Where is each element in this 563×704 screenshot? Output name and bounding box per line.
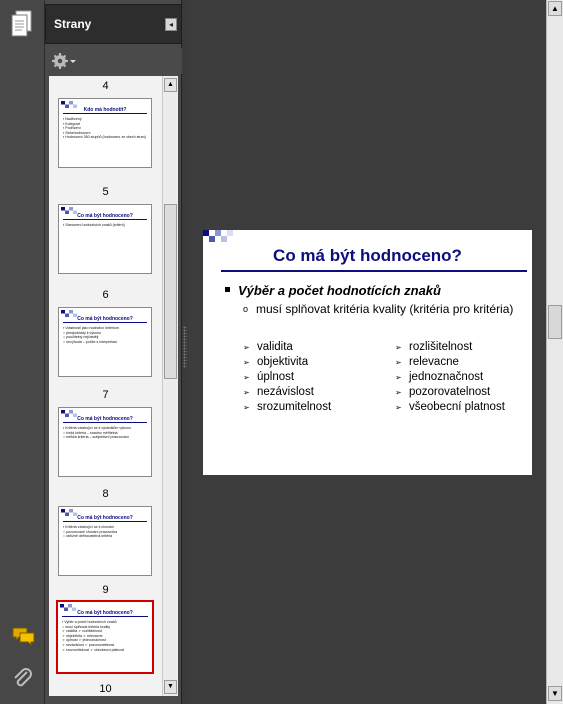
criterion-item: [395, 400, 505, 415]
thumbnail-line: ▪ Sebehodnocení: [63, 130, 91, 135]
thumbnail-rule: [62, 616, 148, 617]
doc-scrollbar-thumb[interactable]: [548, 305, 562, 339]
arrow-bullet-icon: ➢: [395, 373, 402, 382]
gear-icon[interactable]: [51, 52, 77, 70]
page-thumbnail[interactable]: [58, 98, 152, 168]
thumbnail-rule: [63, 219, 147, 220]
thumbnail-line: ➢ objektivita ➢ relevacne: [62, 633, 103, 638]
thumbnail-line: ▪ Kritéria vztahující se k výsledkům výkonu: [63, 426, 131, 430]
criterion-text: pozorovatelnost: [409, 386, 491, 398]
criterion-text: všeobecní platnost: [409, 401, 505, 413]
options-bar: [45, 48, 182, 74]
page-number-label: 9: [102, 584, 109, 596]
page-number-label: 8: [102, 488, 109, 500]
paperclip-icon[interactable]: [12, 666, 34, 690]
criterion-item: [243, 355, 331, 370]
doc-scroll-down-button[interactable]: ▼: [548, 686, 562, 701]
thumbnail-line: ○ měkká kritéria – subjektivní posuzování: [63, 435, 129, 440]
thumbnail-body: [63, 223, 148, 228]
criterion-item: [243, 340, 331, 355]
thumbnail-line: ▪ Nadřízený: [63, 117, 82, 121]
page-thumbnail[interactable]: [58, 204, 152, 274]
slide-title: Co má být hodnoceno?: [273, 246, 462, 265]
criterion-text: nezávislost: [257, 386, 314, 398]
sub-bullet-text: musí splňovat kritéria kvality (kritéria pro kritéria): [256, 302, 514, 316]
criterion-item: [395, 355, 505, 370]
criterion-text: rozlišitelnost: [409, 341, 473, 353]
thumbnail-title: Co má být hodnoceno?: [77, 610, 133, 616]
arrow-bullet-icon: ➢: [243, 373, 250, 382]
title-rule: [221, 270, 527, 272]
thumbnail-line: ▪ Vlastnosti jako hodnotící kritérium: [63, 326, 120, 330]
thumbnail-body: [63, 525, 148, 539]
splitter-grip[interactable]: [183, 326, 187, 368]
bullet-square: [225, 287, 230, 292]
thumbnail-title: Co má být hodnoceno?: [77, 416, 133, 422]
page-number-label: 4: [102, 80, 109, 92]
doc-scroll-up-button[interactable]: ▲: [548, 1, 562, 16]
panel-title: Strany: [54, 17, 92, 31]
sub-bullet: [243, 302, 533, 316]
criteria-left-column: [243, 340, 331, 415]
thumbnail-line: ➢ validita ➢ rozlišitelnost: [62, 629, 102, 634]
thumbnail-line: ➢ úplnost ➢ jednoznačnost: [62, 638, 106, 643]
slide-page: [203, 230, 532, 475]
page-number-label: 5: [102, 186, 109, 198]
thumbnail-scrollbar[interactable]: [162, 76, 178, 696]
thumbnail-rule: [63, 521, 147, 522]
criterion-text: validita: [257, 341, 293, 353]
thumbnail-body: [63, 326, 148, 344]
thumbnail-line: ➢ nezávislost ➢ pozorovatelnost: [62, 642, 115, 647]
thumbnail-line: ▪ Výběr a počet hodnotících znaků: [62, 620, 117, 624]
slide-decoration: [203, 230, 233, 244]
thumbnail-line: ▪ Hodnocení 360 stupňů (hodnocení ze všech stran): [63, 135, 146, 140]
thumbnail-line: ▪ Kritéria vztahující se k chování: [63, 525, 115, 529]
main-bullet-text: Výběr a počet hodnotících znaků: [238, 283, 441, 298]
page-thumbnail[interactable]: [58, 506, 152, 576]
criterion-item: [243, 385, 331, 400]
arrow-bullet-icon: ➢: [395, 343, 402, 352]
pages-icon[interactable]: [10, 10, 34, 38]
thumbnail-line: ○ předpoklady k výkonu: [63, 330, 101, 335]
thumbnail-list[interactable]: [49, 76, 162, 696]
thumbnail-title: Co má být hodnoceno?: [77, 316, 133, 322]
criterion-item: [395, 370, 505, 385]
thumbnail-line: ○ nevýhoda – potíže s interpretací: [63, 339, 118, 344]
document-view[interactable]: [188, 0, 546, 704]
thumbnail-body: [62, 620, 149, 652]
scroll-up-button[interactable]: ▲: [164, 78, 177, 92]
thumbnail-line: ➢ srozumitelnost ➢ všeobecní platnost: [62, 647, 125, 652]
thumbnail-body: [63, 117, 148, 140]
thumbnail-rule: [63, 322, 147, 323]
thumbnail-title: Co má být hodnoceno?: [77, 213, 133, 219]
thumbnail-line: ▪ Kolegové: [63, 121, 81, 126]
thumbnail-line: ▪ Podřízení: [63, 126, 81, 131]
pages-panel: [45, 0, 182, 704]
criterion-text: srozumitelnost: [257, 401, 332, 413]
thumbnail-line: ○ obtížně definovatelná kritéria: [63, 534, 113, 539]
thumbnail-line: ○ musí splňovat kritéria kvality: [62, 624, 111, 629]
criterion-text: úplnost: [257, 371, 295, 383]
criterion-text: relevacne: [409, 356, 459, 368]
criteria-right-column: [395, 340, 505, 415]
arrow-bullet-icon: ➢: [243, 358, 250, 367]
criterion-item: [395, 340, 505, 355]
thumbnail-rule: [63, 113, 147, 114]
thumbnail-line: ○ pozorované chování pracovníka: [63, 529, 118, 534]
arrow-bullet-icon: ➢: [395, 388, 402, 397]
arrow-bullet-icon: ➢: [395, 403, 402, 412]
main-bullet: [225, 283, 441, 298]
arrow-bullet-icon: ➢: [243, 343, 250, 352]
sub-bullet-marker: o: [243, 304, 249, 314]
criterion-text: jednoznačnost: [409, 371, 484, 383]
scroll-down-button[interactable]: ▼: [164, 680, 177, 694]
thumbnail-line: ○ použitelný nejčastěji: [63, 335, 99, 340]
thumbnail-body: [63, 426, 148, 440]
arrow-bullet-icon: ➢: [243, 388, 250, 397]
thumbnail-line: ○ tvrdá kritéria – snadno měřitelná: [63, 430, 118, 435]
page-number-label: 7: [102, 389, 109, 401]
panel-header: [45, 4, 182, 44]
collapse-panel-button[interactable]: ◂: [165, 18, 177, 31]
page-thumbnail[interactable]: [58, 407, 152, 477]
navigation-rail: [0, 0, 45, 704]
criterion-text: objektivita: [257, 356, 309, 368]
page-number-label: 6: [102, 289, 109, 301]
comments-icon[interactable]: [12, 626, 36, 646]
criterion-item: [243, 400, 331, 415]
criterion-item: [395, 385, 505, 400]
criterion-item: [243, 370, 331, 385]
page-number-label: 10: [99, 683, 112, 695]
page-thumbnail[interactable]: [58, 307, 152, 377]
arrow-bullet-icon: ➢: [395, 358, 402, 367]
arrow-bullet-icon: ➢: [243, 403, 250, 412]
thumbnail-rule: [63, 422, 147, 423]
document-scrollbar[interactable]: [546, 0, 563, 704]
thumbnail-title: Kdo má hodnotit?: [83, 107, 127, 113]
thumbnail-line: ▪ Stanovení hodnotících znaků (kritérií): [63, 223, 125, 227]
page-thumbnail[interactable]: [56, 600, 154, 674]
thumbnail-title: Co má být hodnoceno?: [77, 515, 133, 521]
scrollbar-thumb[interactable]: [164, 204, 177, 379]
